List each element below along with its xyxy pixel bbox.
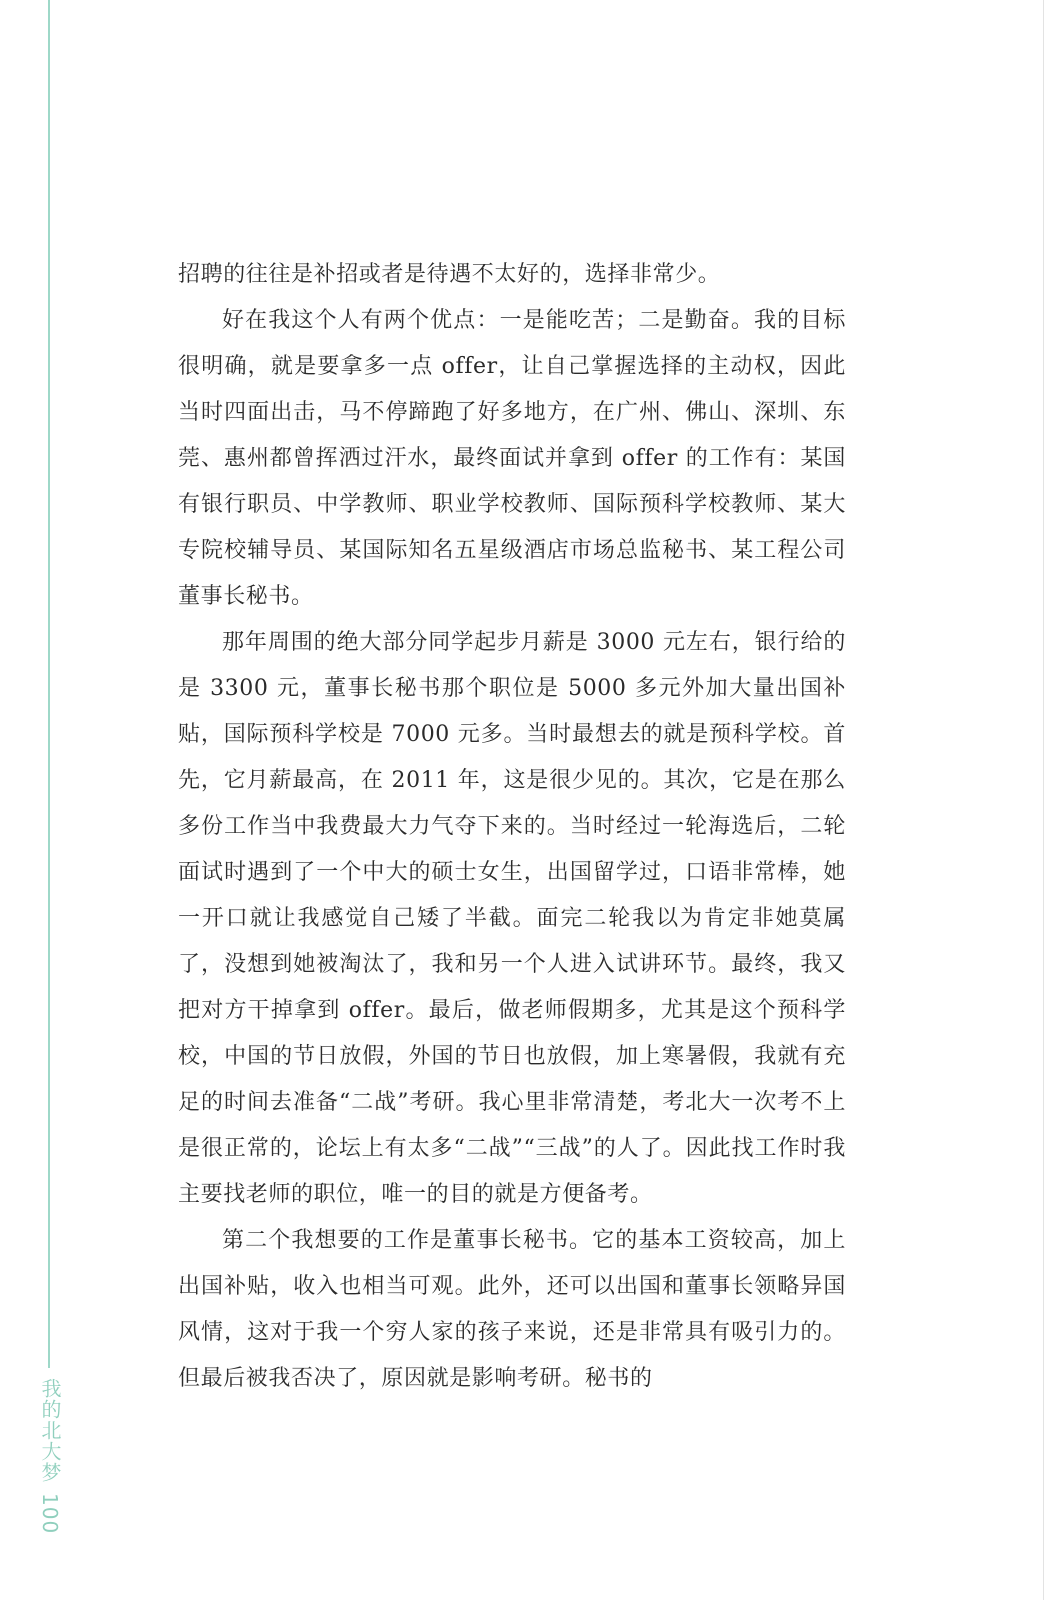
paragraph-2: 好在我这个人有两个优点：一是能吃苦；二是勤奋。我的目标很明确，就是要拿多一点 offer，让自己掌握选择的主动权，因此当时四面出击，马不停蹄跑了好多地方，在广州、佛山、深圳、东莞、惠州都曾挥洒过汗水，最终面试并拿到 offer 的工作有：某国有银行职员、中学教师、职业学校教师、国际预科学校教师、某大专院校辅导员、某国际知名五星级酒店市场总监秘书、某工程公司董事长秘书。 — [178, 308, 846, 609]
paragraph-1: 招聘的往往是补招或者是待遇不太好的，选择非常少。 — [178, 262, 721, 287]
running-title: 我的北大梦 — [38, 1378, 62, 1483]
side-decoration-line — [48, 0, 50, 1368]
paragraph-4: 第二个我想要的工作是董事长秘书。它的基本工资较高，加上出国补贴，收入也相当可观。此外，还可以出国和董事长领略异国风情，这对于我一个穷人家的孩子来说，还是非常具有吸引力的。但最后被我否决了，原因就是影响考研。秘书的 — [178, 1228, 846, 1391]
running-header — [38, 1378, 62, 1534]
page-edge — [1043, 0, 1044, 1600]
paragraph-3: 那年周围的绝大部分同学起步月薪是 3000 元左右，银行给的是 3300 元，董事长秘书那个职位是 5000 多元外加大量出国补贴，国际预科学校是 7000 元多。当时最想去的就是预科学校。首先，它月薪最高，在 2011 年，这是很少见的。其次，它是在那么多份工作当中我费最大力气夺下来的。当时经过一轮海选后，二轮面试时遇到了一个中大的硕士女生，出国留学过，口语非常棒，她一开口就让我感觉自己矮了半截。面完二轮我以为肯定非她莫属了，没想到她被淘汰了，我和另一个人进入试讲环节。最终，我又把对方干掉拿到 offer。最后，做老师假期多，尤其是这个预科学校，中国的节日放假，外国的节日也放假，加上寒暑假，我就有充足的时间去准备“二战”考研。我心里非常清楚，考北大一次考不上是很正常的，论坛上有太多“二战”“三战”的人了。因此找工作时我主要找老师的职位，唯一的目的就是方便备考。 — [178, 630, 846, 1207]
body-text — [178, 252, 846, 1402]
page-number: 100 — [38, 1493, 62, 1535]
